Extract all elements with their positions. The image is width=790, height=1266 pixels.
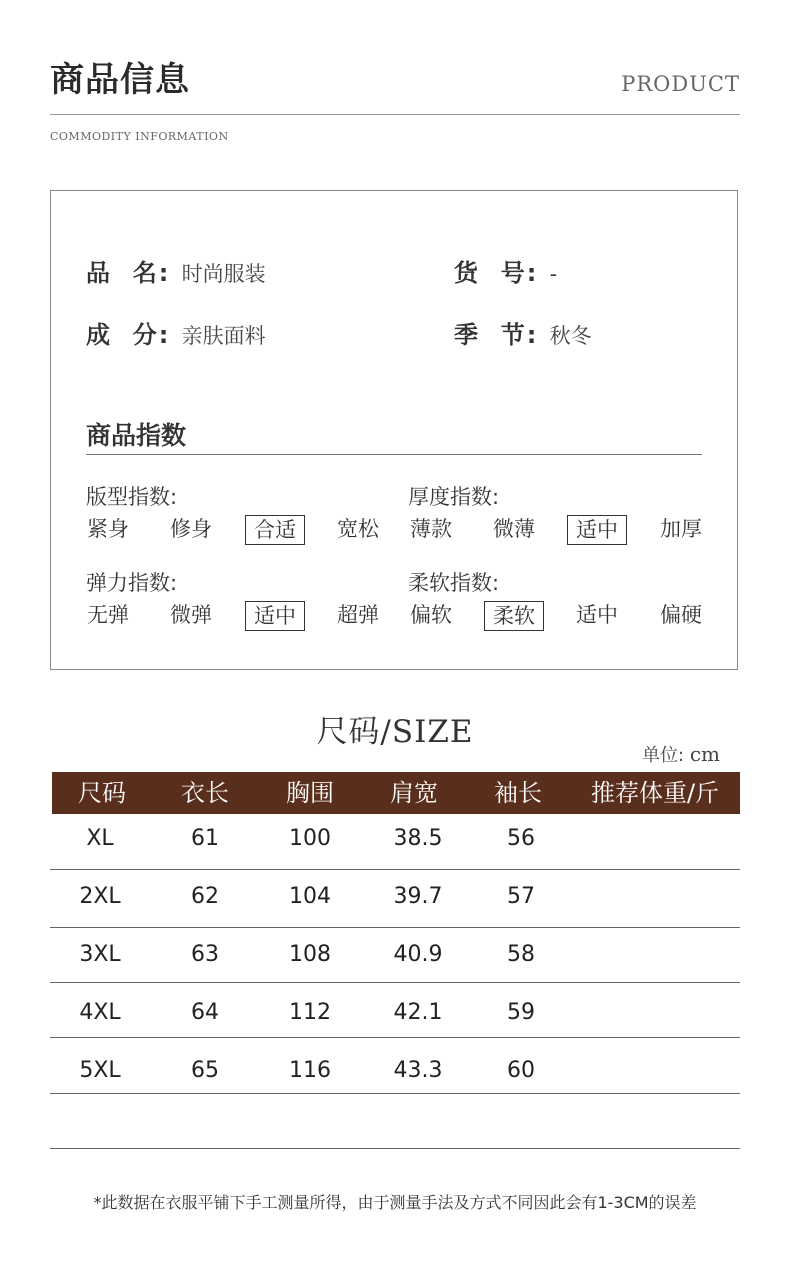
size-section-title: 尺码/SIZE [316, 714, 474, 750]
cell-size: 5XL [79, 1058, 121, 1083]
softness-option: 偏软 [410, 603, 452, 627]
cell-sleeve: 60 [507, 1058, 535, 1083]
material-value: 亲肤面料 [181, 324, 266, 348]
cell-length: 62 [191, 884, 219, 909]
cell-chest: 104 [289, 884, 331, 909]
cell-sleeve: 56 [507, 826, 535, 851]
cell-chest: 112 [289, 1000, 331, 1025]
thickness-option: 加厚 [660, 517, 702, 541]
softness-option: 偏硬 [660, 603, 702, 627]
row-divider [50, 1093, 740, 1094]
column-header-shoulder: 肩宽 [390, 779, 438, 807]
elasticity-option: 超弹 [337, 603, 379, 627]
unit-label: 单位: [642, 745, 685, 766]
cell-length: 61 [191, 826, 219, 851]
column-header-sleeve: 袖长 [494, 779, 542, 807]
cell-length: 65 [191, 1058, 219, 1083]
cell-size: 4XL [79, 1000, 121, 1025]
elasticity-option-selected: 适中 [245, 601, 305, 631]
fit-option-selected: 合适 [245, 515, 305, 545]
cell-sleeve: 59 [507, 1000, 535, 1025]
fit-option: 修身 [170, 517, 212, 541]
item-no-value: - [549, 262, 558, 286]
measurement-footnote: *此数据在衣服平铺下手工测量所得，由于测量手法及方式不同因此会有1-3CM的误差 [93, 1193, 697, 1212]
cell-sleeve: 58 [507, 942, 535, 967]
cell-shoulder: 40.9 [393, 942, 443, 967]
cell-shoulder: 42.1 [393, 1000, 443, 1025]
fit-index-label: 版型指数: [86, 485, 178, 509]
header-divider [50, 114, 740, 115]
index-section-title: 商品指数 [86, 421, 187, 450]
fit-option: 宽松 [337, 517, 379, 541]
column-header-length: 衣长 [181, 779, 229, 807]
cell-sleeve: 57 [507, 884, 535, 909]
info-row-material [86, 315, 266, 350]
thickness-option: 微薄 [493, 517, 535, 541]
column-header-size: 尺码 [78, 779, 126, 807]
unit-value: cm [689, 742, 720, 766]
page-title-en: PRODUCT [621, 72, 740, 96]
elasticity-index-label: 弹力指数: [86, 571, 178, 595]
info-row-name [86, 253, 266, 288]
fit-option: 紧身 [87, 517, 129, 541]
thickness-option: 薄款 [410, 517, 452, 541]
season-value: 秋冬 [549, 324, 592, 348]
cell-chest: 100 [289, 826, 331, 851]
page-subtitle: COMMODITY INFORMATION [50, 130, 229, 143]
material-label: 成 分: [86, 321, 171, 349]
season-label: 季 节: [454, 321, 539, 349]
softness-index-label: 柔软指数: [408, 571, 500, 595]
softness-option: 适中 [576, 603, 618, 627]
item-no-label: 货 号: [454, 259, 539, 287]
unit-note [642, 741, 720, 767]
cell-length: 64 [191, 1000, 219, 1025]
column-header-weight: 推荐体重/斤 [590, 779, 720, 807]
cell-chest: 108 [289, 942, 331, 967]
cell-size: 3XL [79, 942, 121, 967]
page-title: 商品信息 [50, 60, 190, 100]
cell-shoulder: 38.5 [393, 826, 443, 851]
cell-size: 2XL [79, 884, 121, 909]
name-value: 时尚服装 [181, 262, 266, 286]
cell-size: XL [86, 826, 114, 851]
cell-length: 63 [191, 942, 219, 967]
row-divider [50, 982, 740, 983]
index-divider [86, 454, 702, 455]
thickness-option-selected: 适中 [567, 515, 627, 545]
size-table-header [52, 772, 740, 814]
cell-chest: 116 [289, 1058, 331, 1083]
cell-shoulder: 39.7 [393, 884, 443, 909]
info-row-item-no [454, 253, 557, 288]
thickness-index-label: 厚度指数: [408, 485, 500, 509]
softness-option-selected: 柔软 [484, 601, 544, 631]
cell-shoulder: 43.3 [393, 1058, 443, 1083]
row-divider [50, 1037, 740, 1038]
name-label: 品 名: [86, 259, 171, 287]
elasticity-option: 无弹 [87, 603, 129, 627]
info-row-season [454, 315, 592, 350]
row-divider [50, 927, 740, 928]
row-divider [50, 869, 740, 870]
elasticity-option: 微弹 [170, 603, 212, 627]
product-info-box [50, 190, 738, 670]
column-header-chest: 胸围 [286, 779, 334, 807]
footer-divider [50, 1148, 740, 1149]
